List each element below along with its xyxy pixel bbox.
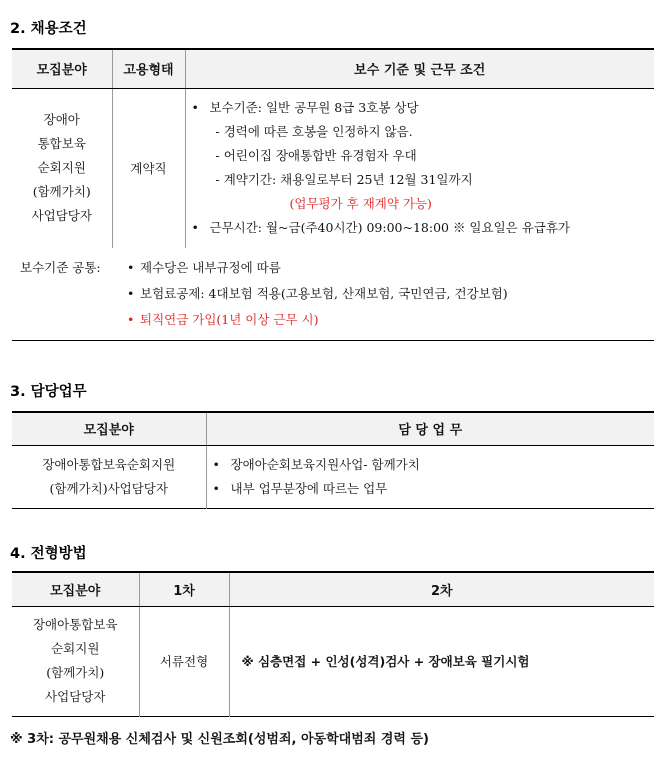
condition-detail: - 계약기간: 채용일로부터 25년 12월 31일까지 — [215, 172, 473, 188]
condition-detail: - 경력에 따른 호봉을 인정하지 않음. — [215, 124, 413, 140]
working-hours: • 근무시간: 월~금(주40시간) 09:00~18:00 ※ 일요일은 유급휴가 — [186, 216, 655, 240]
recruit-field-cell — [12, 606, 139, 716]
header-field: 모집분야 — [12, 572, 139, 606]
header-field: 모집분야 — [12, 412, 206, 445]
second-round-cell: ※ 심층면접 + 인성(성격)검사 + 장애보육 필기시험 — [229, 606, 654, 716]
field-line: 사업담당자 — [45, 689, 106, 704]
recruit-field-cell — [12, 445, 206, 508]
field-line: 장애아 — [43, 112, 80, 128]
field-line: 순회지원 — [37, 160, 86, 176]
header-duties: 담 당 업 무 — [206, 412, 654, 445]
section-4-title: 4. 전형방법 — [10, 546, 87, 562]
field-line: (함께가치)사업담당자 — [49, 480, 168, 496]
renewal-note: (업무평가 후 재계약 가능) — [289, 196, 432, 212]
retirement-pension-note: 퇴직연금 가입(1년 이상 근무 시) — [140, 312, 319, 327]
common-item: 보험료공제: 4대보험 적용(고용보험, 산재보험, 국민연금, 건강보험) — [140, 286, 508, 301]
bullet-icon: • — [127, 286, 135, 301]
section-2-title: 2. 채용조건 — [10, 21, 87, 37]
header-employment-type: 고용형태 — [112, 49, 185, 88]
recruit-field-cell — [12, 88, 112, 248]
field-line: 사업담당자 — [31, 208, 92, 224]
duty-item: • 장애아순회보육지원사업- 함께가치 — [207, 453, 655, 477]
first-round-cell: 서류전형 — [139, 606, 229, 716]
section-3-title: 3. 담당업무 — [10, 384, 87, 400]
field-line: 통합보육 — [37, 136, 86, 152]
header-second-round: 2차 — [229, 572, 654, 606]
field-line: 순회지원 — [51, 641, 100, 656]
common-label: 보수기준 공통: — [20, 260, 101, 275]
duties-table — [12, 411, 654, 509]
bullet-icon: • — [127, 260, 135, 275]
field-line: (함께가치) — [32, 184, 91, 200]
selection-method-table — [12, 571, 654, 717]
header-conditions: 보수 기준 및 근무 조건 — [185, 49, 654, 88]
bullet-icon: • — [127, 312, 135, 327]
field-line: 장애아통합보육순회지원 — [42, 456, 176, 472]
field-line: (함께가치) — [46, 665, 105, 680]
employment-conditions-table — [12, 48, 654, 248]
header-first-round: 1차 — [139, 572, 229, 606]
conditions-cell — [185, 88, 654, 248]
common-item: 제수당은 내부규정에 따름 — [140, 260, 281, 275]
section-divider — [12, 340, 654, 341]
employment-type-cell: 계약직 — [112, 88, 185, 248]
duties-cell — [206, 445, 654, 508]
condition-detail: - 어린이집 장애통합반 유경험자 우대 — [215, 148, 417, 164]
header-field: 모집분야 — [12, 49, 112, 88]
duty-item: • 내부 업무분장에 따르는 업무 — [207, 477, 655, 501]
salary-standard: • 보수기준: 일반 공무원 8급 3호봉 상당 — [186, 96, 655, 120]
third-round-footnote: ※ 3차: 공무원채용 신체검사 및 신원조회(성범죄, 아동학대범죄 경력 등) — [10, 732, 429, 747]
field-line: 장애아통합보육 — [32, 617, 118, 632]
